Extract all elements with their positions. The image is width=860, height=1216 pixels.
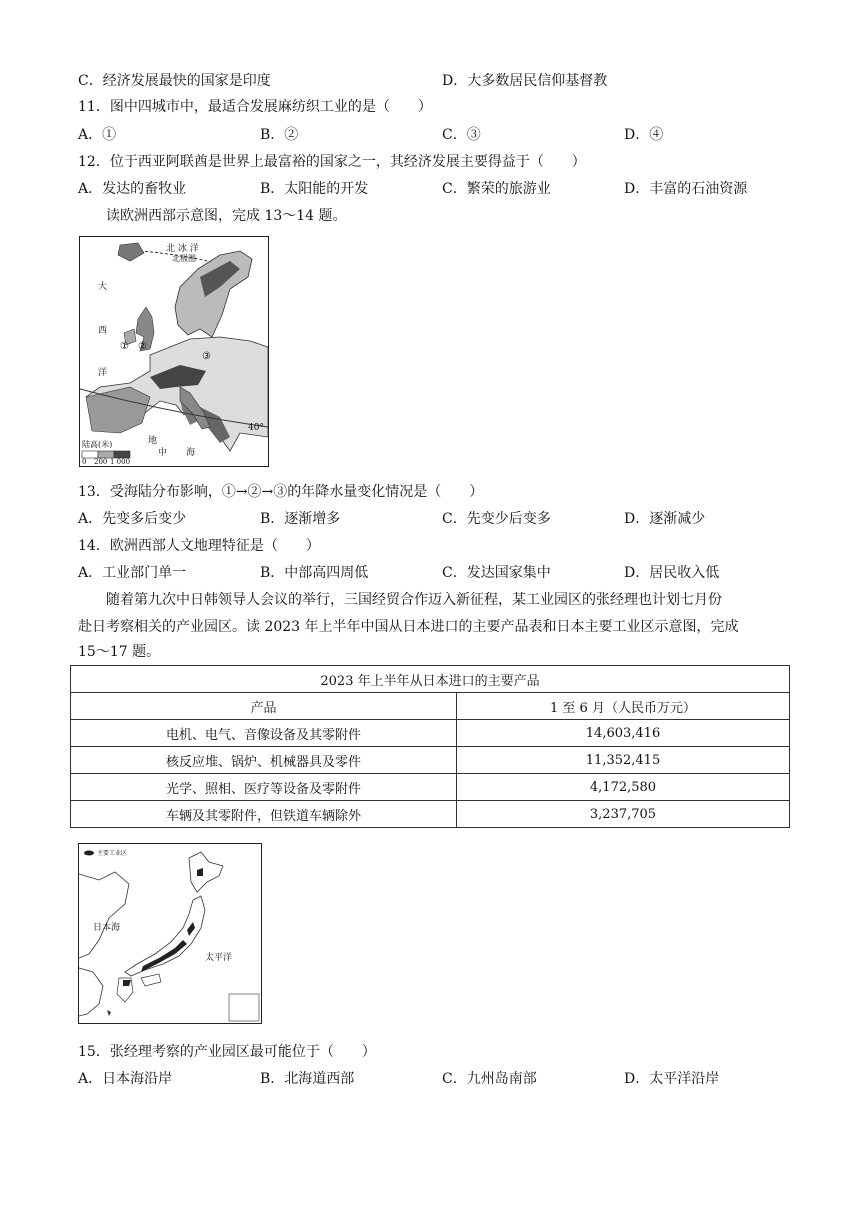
table-cell-product: 核反应堆、锅炉、机械器具及零件 [71,747,457,774]
intro-13-14: 读欧洲西部示意图，完成 13～14 题。 [106,208,347,224]
table-row [71,774,790,801]
med-label-1: 地 [148,436,158,446]
table-cell-product: 光学、照相、医疗等设备及零附件 [71,774,457,801]
q15-option-a: A．日本海沿岸 [78,1071,173,1087]
q10-option-c: C．经济发展最快的国家是印度 [78,73,271,89]
city-marker-3: ③ [202,351,211,362]
q13-option-b: B．逐渐增多 [260,511,341,527]
q15-option-c: C．九州岛南部 [442,1071,537,1087]
atlantic-label-3: 洋 [98,368,108,378]
intro-15-17-line3: 15～17 题。 [78,644,161,660]
table-header-value: 1 至 6 月（人民币万元） [457,693,790,720]
latitude-label: 40° [248,423,264,433]
q11-option-a: A．① [78,127,117,143]
q13-option-d: D．逐渐减少 [624,511,706,527]
arctic-circle-label: 北极圈 [172,254,196,263]
q13-option-a: A．先变多后变少 [78,511,187,527]
table-row [71,747,790,774]
table-row [71,720,790,747]
q11-option-d: D．④ [624,127,664,143]
europe-map-graphic [80,237,268,466]
q11-stem: 11．图中四城市中，最适合发展麻纺织工业的是（ ） [78,99,432,115]
q14-option-a: A．工业部门单一 [78,565,187,581]
q12-option-c: C．繁荣的旅游业 [442,181,551,197]
q12-option-b: B．太阳能的开发 [260,181,369,197]
atlantic-label-2: 西 [98,326,108,336]
q14-option-d: D．居民收入低 [624,565,720,581]
legend-tick-200: 200 [94,458,108,466]
arctic-ocean-label: 北 冰 洋 [166,244,199,254]
q15-option-d: D．太平洋沿岸 [624,1071,720,1087]
q12-option-a: A．发达的畜牧业 [78,181,187,197]
table-cell-value: 3,237,705 [457,801,790,828]
q15-options-row [78,1068,788,1090]
med-label-3: 海 [186,448,196,458]
q14-option-b: B．中部高四周低 [260,565,369,581]
q12-options-row [78,178,788,200]
city-marker-1: ① [120,341,129,352]
europe-west-map [79,236,269,467]
q10-options-row [78,70,788,92]
q10-option-d: D．大多数居民信仰基督教 [442,73,608,89]
table-header-product: 产品 [71,693,457,720]
q12-stem: 12．位于西亚阿联酋是世界上最富裕的国家之一，其经济发展主要得益于（ ） [78,154,586,170]
q14-options-row [78,562,788,584]
import-products-table [70,665,790,828]
intro-15-17-line1: 随着第九次中日韩领导人会议的举行，三国经贸合作迈入新征程，某工业园区的张经理也计划七月份 [106,592,722,608]
q14-option-c: C．发达国家集中 [442,565,551,581]
japan-map-graphic [79,844,261,1023]
q14-stem: 14．欧洲西部人文地理特征是（ ） [78,538,320,554]
table-title-row [71,666,790,693]
q11-option-b: B．② [260,127,299,143]
q13-stem: 13．受海陆分布影响，①→②→③的年降水量变化情况是（ ） [78,484,484,500]
city-marker-2: ② [138,341,147,352]
japan-industrial-map [78,843,262,1024]
intro-15-17-line2: 赴日考察相关的产业园区。读 2023 年上半年中国从日本进口的主要产品表和日本主要工业区示意图，完成 [78,619,739,635]
table-cell-product: 电机、电气、音像设备及其零附件 [71,720,457,747]
q13-option-c: C．先变少后变多 [442,511,551,527]
pacific-ocean-label: 太平洋 [205,953,233,963]
q11-option-c: C．③ [442,127,481,143]
japan-map-legend: 主要工业区 [97,850,128,857]
legend-tick-0: 0 [82,458,87,466]
table-cell-value: 4,172,580 [457,774,790,801]
q13-options-row [78,508,788,530]
q12-option-d: D．丰富的石油资源 [624,181,748,197]
table-cell-product: 车辆及其零附件，但铁道车辆除外 [71,801,457,828]
q11-options-row [78,124,788,146]
q15-option-b: B．北海道西部 [260,1071,355,1087]
med-label-2: 中 [158,448,168,458]
table-cell-value: 11,352,415 [457,747,790,774]
sea-of-japan-label: 日本海 [93,923,121,933]
atlantic-label-1: 大 [98,282,108,292]
map-legend-title: 陆高(米) [82,440,113,449]
table-title: 2023 年上半年从日本进口的主要产品 [71,666,790,693]
table-cell-value: 14,603,416 [457,720,790,747]
table-row [71,801,790,828]
legend-tick-1000: 1 000 [110,458,131,466]
q15-stem: 15．张经理考察的产业园区最可能位于（ ） [78,1044,376,1060]
table-header-row [71,693,790,720]
